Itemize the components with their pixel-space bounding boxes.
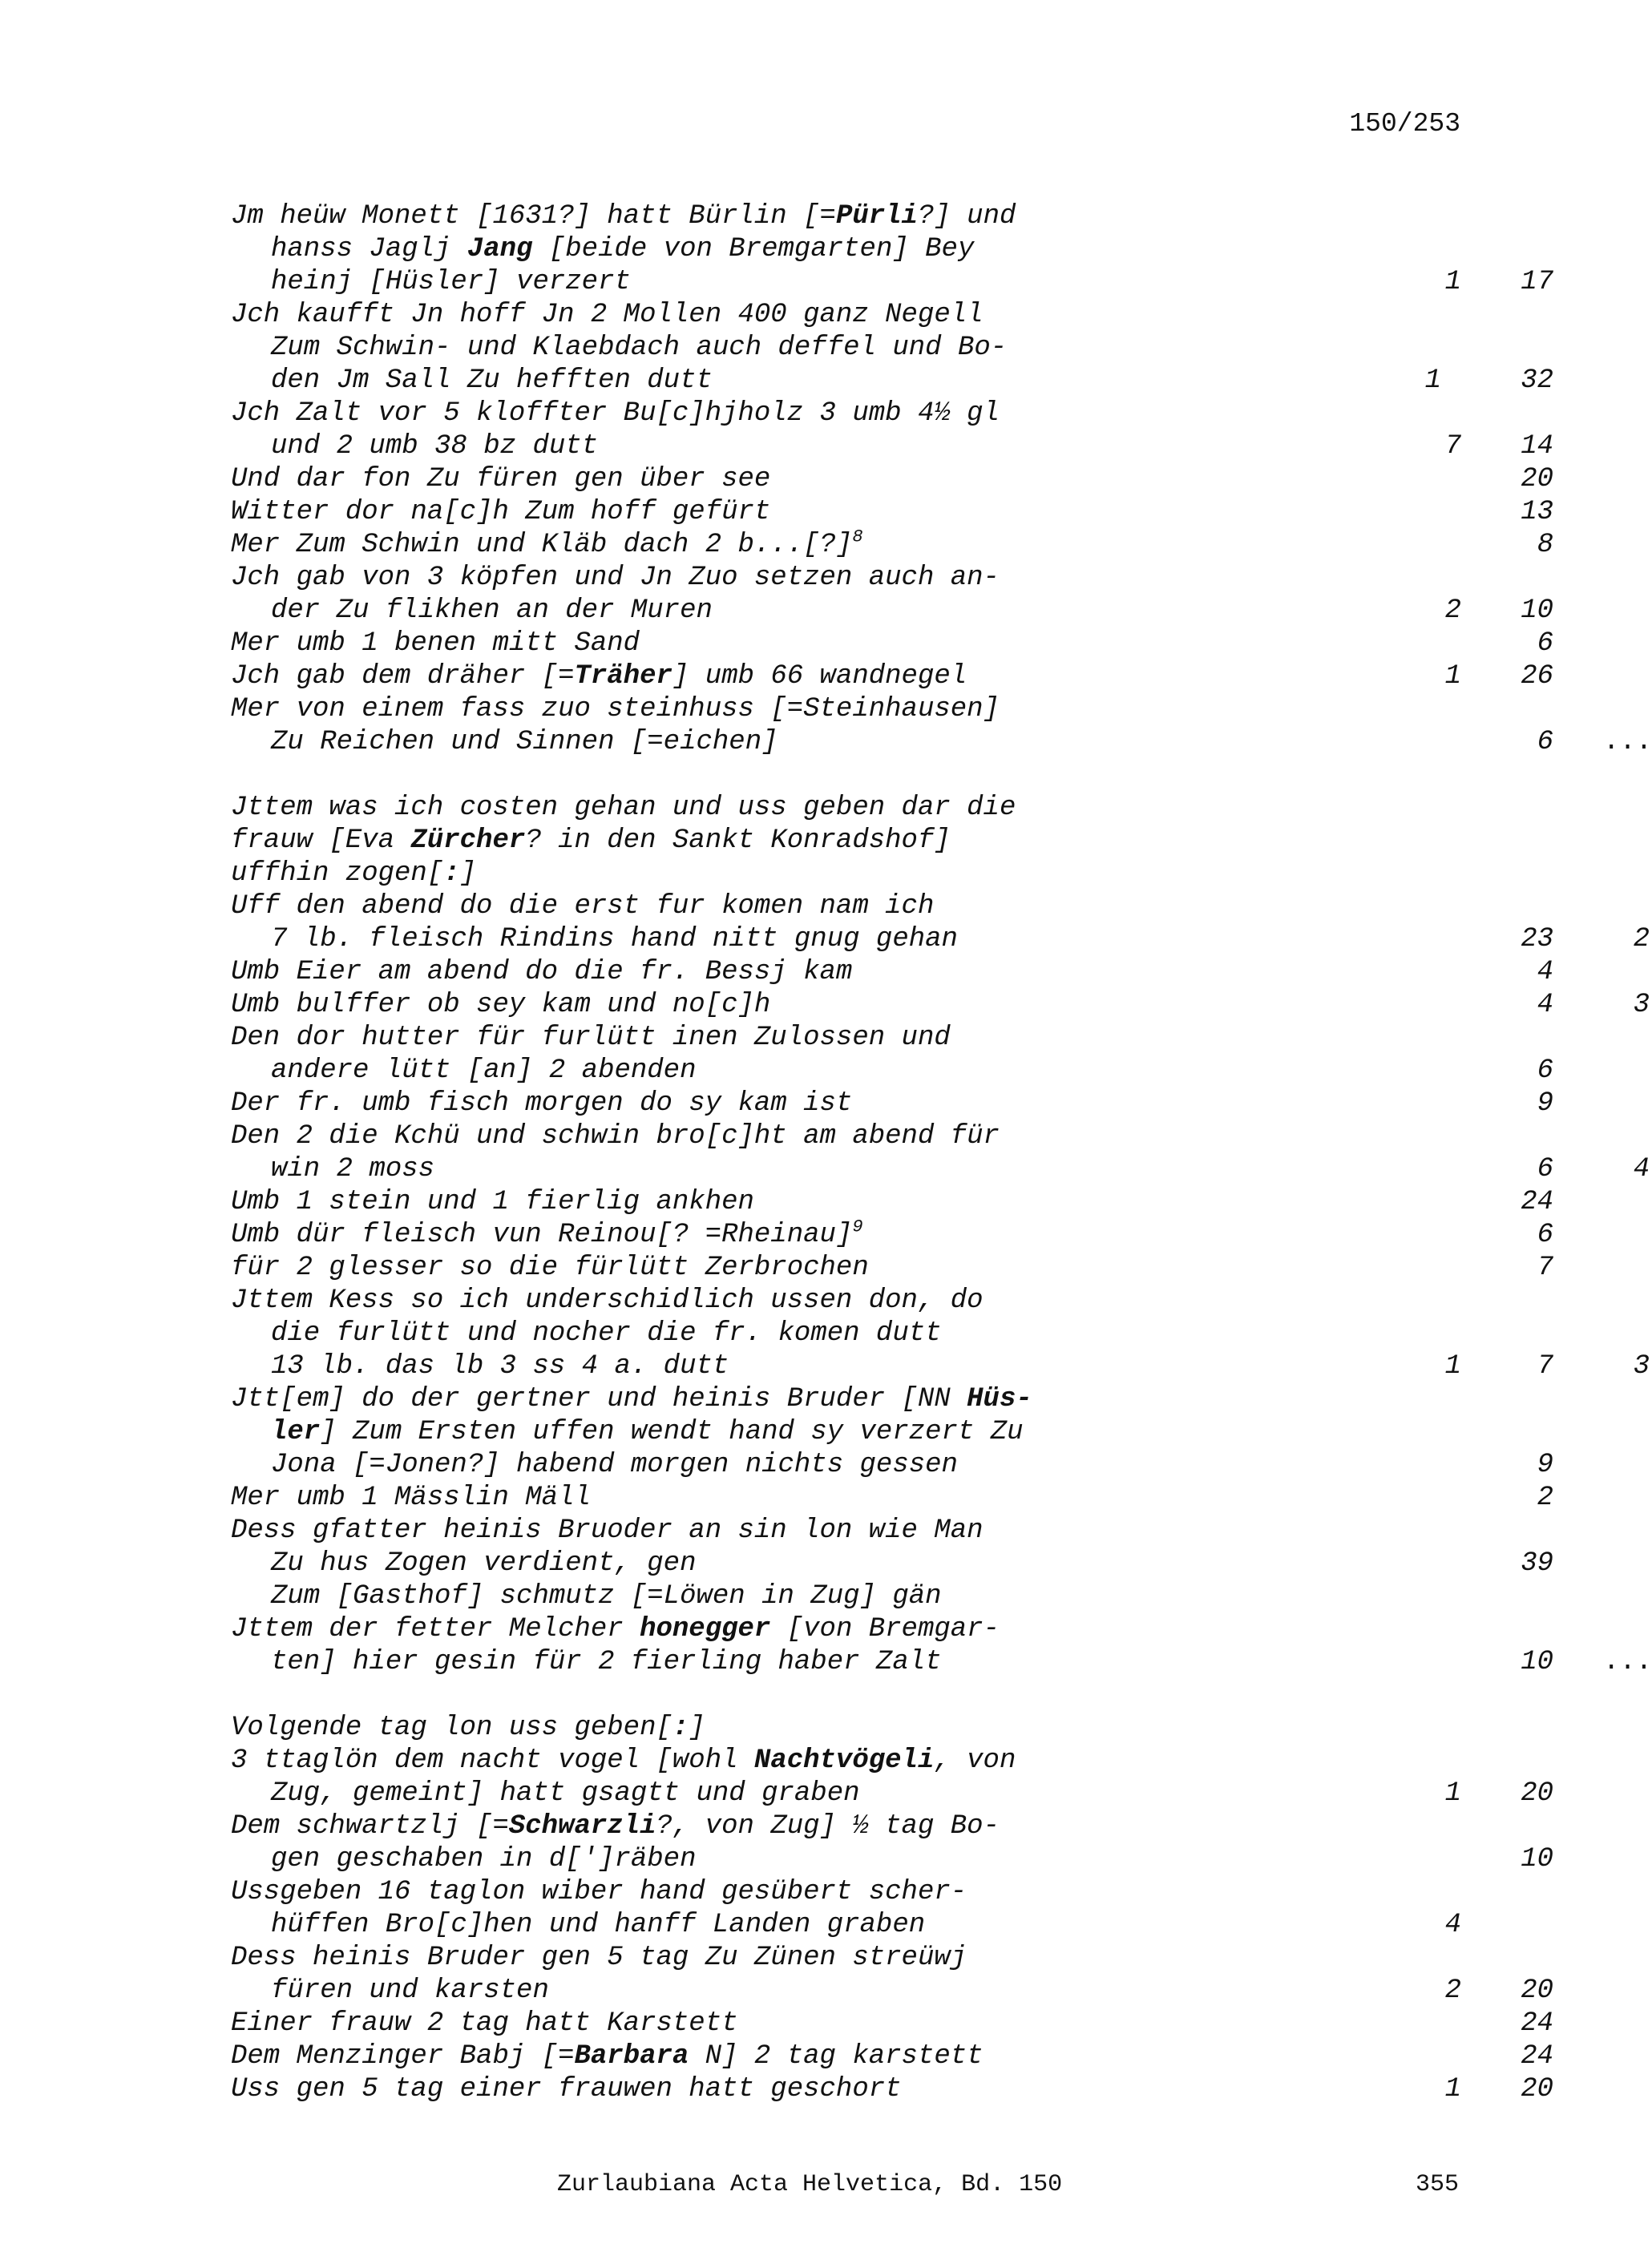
ledger-row [231, 2073, 1553, 2106]
ledger-row [231, 1876, 1473, 1909]
entry-text: Ussgeben 16 taglon wiber hand gesübert scher- [231, 1877, 967, 1907]
entry-text: Dess gfatter heinis Bruoder an sin lon wie Man [231, 1515, 984, 1546]
ledger-row [231, 562, 1473, 595]
entry-text: Mer umb 1 benen mitt Sand [231, 628, 640, 659]
ledger-row [231, 923, 1650, 956]
amount-pound: 1 [1444, 1778, 1461, 1809]
ledger-row [231, 858, 1473, 890]
amount-shilling: 10 [1521, 1844, 1553, 1875]
entry-text: hüffen Bro[c]hen und hanff Landen graben [271, 1910, 926, 1940]
amount-shilling: 17 [1521, 267, 1553, 297]
amount-shilling: 24 [1521, 1187, 1553, 1217]
ledger-row [231, 233, 1473, 266]
page-indicator: 150/253 [1349, 109, 1460, 139]
amount-shilling: 20 [1521, 1778, 1553, 1809]
amount-pound: 1 [1444, 267, 1461, 297]
amount-pound: 1 [1424, 365, 1441, 396]
entry-text: Jttem was ich costen gehan und uss geben dar die [231, 793, 1016, 823]
entry-text: und 2 umb 38 bz dutt [271, 431, 599, 462]
entry-text: Zu hus Zogen verdient, gen [271, 1548, 697, 1579]
entry-text: Witter dor na[c]h Zum hoff gefürt [231, 497, 771, 527]
ledger-row [231, 266, 1553, 299]
amount-pound: 7 [1444, 431, 1461, 462]
ledger-row [231, 1580, 1473, 1613]
amount-pfennig: 4 [1633, 1154, 1650, 1184]
entry-text: Zum Schwin- und Klaebdach auch deffel und Bo- [271, 333, 1008, 363]
amount-shilling: 6 [1537, 628, 1553, 659]
entry-text: Zug, gemeint] hatt gsagtt und graben [271, 1778, 860, 1809]
amount-pfennig: 3 [1633, 1351, 1650, 1382]
ledger-row [231, 956, 1553, 989]
ledger-row [231, 1942, 1473, 1975]
amount-shilling: 8 [1537, 530, 1553, 560]
entry-text: win 2 moss [271, 1154, 435, 1184]
amount-shilling: 39 [1521, 1548, 1553, 1579]
ledger-row [231, 299, 1473, 332]
ledger-row [231, 1712, 1473, 1745]
amount-pound: 1 [1444, 661, 1461, 692]
amount-shilling: 4 [1537, 990, 1553, 1020]
entry-text: Umb dür fleisch vun Reinou[? =Rheinau]$^9$ [231, 1217, 863, 1250]
amount-shilling: 13 [1521, 497, 1553, 527]
amount-shilling: 10 [1521, 1647, 1553, 1677]
entry-text: Uff den abend do die erst fur komen nam ich [231, 891, 935, 922]
entry-text: Jch gab von 3 köpfen und Jn Zuo setzen auch an- [231, 563, 1000, 593]
entry-text: Jch gab dem dräher [=Träher] umb 66 wandnegel [231, 661, 967, 692]
footer-page-number: 355 [1415, 2171, 1459, 2198]
amount-shilling: 6 [1537, 1220, 1553, 1250]
entry-text: Einer frauw 2 tag hatt Karstett [231, 2008, 738, 2039]
entry-text: den Jm Sall Zu hefften dutt [271, 365, 713, 396]
ledger-row [231, 1482, 1553, 1515]
ledger-row [231, 2040, 1553, 2073]
amount-shilling: 14 [1521, 431, 1553, 462]
amount-shilling: 20 [1521, 2074, 1553, 2105]
ledger-row [231, 1153, 1650, 1186]
entry-text: Mer umb 1 Mässlin Mäll [231, 1483, 591, 1513]
ledger-row [231, 1088, 1553, 1120]
entry-text: Umb 1 stein und 1 fierlig ankhen [231, 1187, 754, 1217]
continuation-dots: ... [1603, 1647, 1652, 1677]
ledger-row [231, 1646, 1652, 1679]
amount-shilling: 6 [1537, 727, 1553, 757]
ledger-row [231, 1613, 1473, 1646]
amount-shilling: 2 [1537, 1483, 1553, 1513]
amount-shilling: 24 [1521, 2008, 1553, 2039]
amount-shilling: 9 [1537, 1088, 1553, 1119]
ledger-row [231, 628, 1553, 660]
amount-pfennig: 2 [1633, 924, 1650, 954]
amount-pound: 1 [1444, 2074, 1461, 2105]
ledger-row [231, 1252, 1553, 1285]
ledger-row [231, 825, 1473, 858]
ledger-row [231, 2008, 1553, 2040]
amount-shilling: 20 [1521, 1975, 1553, 2006]
entry-text: Dem schwartzlj [=Schwarzli?, von Zug] ½ tag Bo- [231, 1811, 1000, 1842]
ledger-row [231, 1778, 1553, 1810]
ledger-row [231, 1318, 1473, 1350]
amount-shilling: 4 [1537, 957, 1553, 987]
entry-text: Umb bulffer ob sey kam und no[c]h [231, 990, 771, 1020]
ledger-row [231, 595, 1553, 628]
entry-text: der Zu flikhen an der Muren [271, 595, 713, 626]
entry-text: Und dar fon Zu füren gen über see [231, 464, 771, 494]
ledger-row [231, 1055, 1553, 1088]
ledger-row [231, 1975, 1553, 2008]
entry-text: 13 lb. das lb 3 ss 4 a. dutt [271, 1351, 729, 1382]
ledger-row [231, 1022, 1473, 1055]
entry-text: andere lütt [an] 2 abenden [271, 1055, 697, 1086]
ledger-row [231, 496, 1553, 529]
footer-title: Zurlaubiana Acta Helvetica, Bd. 150 [557, 2171, 1063, 2198]
ledger-row [231, 1285, 1473, 1318]
entry-text: Zum [Gasthof] schmutz [=Löwen in Zug] gän [271, 1581, 942, 1612]
ledger-row [231, 1745, 1473, 1778]
amount-shilling: 24 [1521, 2041, 1553, 2072]
entry-text: 7 lb. fleisch Rindins hand nitt gnug gehan [271, 924, 958, 954]
ledger-row [231, 1548, 1553, 1580]
amount-shilling: 6 [1537, 1154, 1553, 1184]
ledger-row [231, 398, 1473, 430]
entry-text: Jona [=Jonen?] habend morgen nichts gessen [271, 1450, 958, 1480]
ledger-row [231, 1449, 1553, 1482]
entry-text: Der fr. umb fisch morgen do sy kam ist [231, 1088, 853, 1119]
amount-shilling: 7 [1537, 1351, 1553, 1382]
entry-text: Zu Reichen und Sinnen [=eichen] [271, 727, 778, 757]
ledger-row [231, 792, 1473, 825]
entry-text: Jch kaufft Jn hoff Jn 2 Mollen 400 ganz Negell [231, 300, 984, 330]
entry-text: uffhin zogen[:] [231, 858, 477, 889]
ledger-row [231, 726, 1652, 759]
entry-text: Jttem der fetter Melcher honegger [von Bremgar- [231, 1614, 1000, 1645]
amount-pound: 1 [1444, 1351, 1461, 1382]
entry-text: Jtt[em] do der gertner und heinis Bruder [NN Hüs- [231, 1384, 1032, 1414]
entry-text: 3 ttaglön dem nacht vogel [wohl Nachtvögeli, von [231, 1745, 1016, 1776]
entry-text: Mer von einem fass zuo steinhuss [=Steinhausen] [231, 694, 1000, 724]
ledger-row [231, 1515, 1473, 1548]
entry-text: heinj [Hüsler] verzert [271, 267, 631, 297]
entry-text: für 2 glesser so die fürlütt Zerbrochen [231, 1253, 869, 1283]
ledger-row [231, 430, 1553, 463]
ledger-row [231, 1217, 1553, 1252]
entry-text: Dem Menzinger Babj [=Barbara N] 2 tag karstett [231, 2041, 984, 2072]
entry-text: Jch Zalt vor 5 kloffter Bu[c]hjholz 3 umb 4½ gl [231, 398, 1000, 429]
ledger-row [231, 1186, 1553, 1219]
ledger-entries [231, 200, 1652, 2106]
entry-text: Umb Eier am abend do die fr. Bessj kam [231, 957, 853, 987]
continuation-dots: ... [1603, 727, 1652, 757]
amount-shilling: 7 [1537, 1253, 1553, 1283]
amount-pound: 2 [1444, 595, 1461, 626]
amount-pfennig: 3 [1633, 990, 1650, 1020]
entry-text: füren und karsten [271, 1975, 549, 2006]
entry-text: die furlütt und nocher die fr. komen dutt [271, 1318, 942, 1349]
ledger-row [231, 1383, 1473, 1416]
ledger-row [231, 1416, 1473, 1449]
amount-shilling: 26 [1521, 661, 1553, 692]
entry-text: Uss gen 5 tag einer frauwen hatt geschort [231, 2074, 902, 2105]
amount-pound: 2 [1444, 1975, 1461, 2006]
ledger-row [231, 200, 1473, 233]
entry-text: gen geschaben in d[']räben [271, 1844, 697, 1875]
ledger-row [231, 1810, 1473, 1843]
ledger-row [231, 527, 1553, 562]
section-gap [231, 759, 1473, 792]
ledger-row [231, 890, 1473, 923]
ledger-row [231, 1843, 1553, 1876]
amount-pound: 4 [1444, 1910, 1461, 1940]
entry-text: frauw [Eva Zürcher? in den Sankt Konradshof] [231, 825, 951, 856]
amount-shilling: 9 [1537, 1450, 1553, 1480]
amount-shilling: 23 [1521, 924, 1553, 954]
ledger-row [231, 660, 1553, 693]
amount-shilling: 32 [1521, 365, 1553, 396]
entry-text: Jm heüw Monett [1631?] hatt Bürlin [=Pürli?] und [231, 201, 1016, 232]
entry-text: Mer Zum Schwin und Kläb dach 2 b...[?]$^8$ [231, 527, 863, 560]
entry-text: Dess heinis Bruder gen 5 tag Zu Zünen streüwj [231, 1943, 967, 1973]
ledger-row [231, 1909, 1473, 1942]
ledger-row [231, 693, 1473, 726]
ledger-row [231, 332, 1473, 365]
entry-text: Jttem Kess so ich underschidlich ussen don, do [231, 1285, 984, 1316]
ledger-row [231, 1350, 1650, 1383]
amount-shilling: 6 [1537, 1055, 1553, 1086]
ledger-row [231, 1120, 1473, 1153]
ledger-row [231, 365, 1553, 398]
ledger-row [231, 463, 1553, 496]
entry-text: ler] Zum Ersten uffen wendt hand sy verzert Zu [271, 1417, 1024, 1447]
section-gap [231, 1679, 1473, 1712]
entry-text: Volgende tag lon uss geben[:] [231, 1713, 705, 1743]
entry-text: ten] hier gesin für 2 fierling haber Zalt [271, 1647, 942, 1677]
entry-text: hanss Jaglj Jang [beide von Bremgarten] Bey [271, 234, 975, 264]
ledger-row [231, 989, 1650, 1022]
amount-shilling: 10 [1521, 595, 1553, 626]
entry-text: Den 2 die Kchü und schwin bro[c]ht am abend für [231, 1121, 1000, 1152]
amount-shilling: 20 [1521, 464, 1553, 494]
entry-text: Den dor hutter für furlütt inen Zulossen und [231, 1023, 951, 1053]
